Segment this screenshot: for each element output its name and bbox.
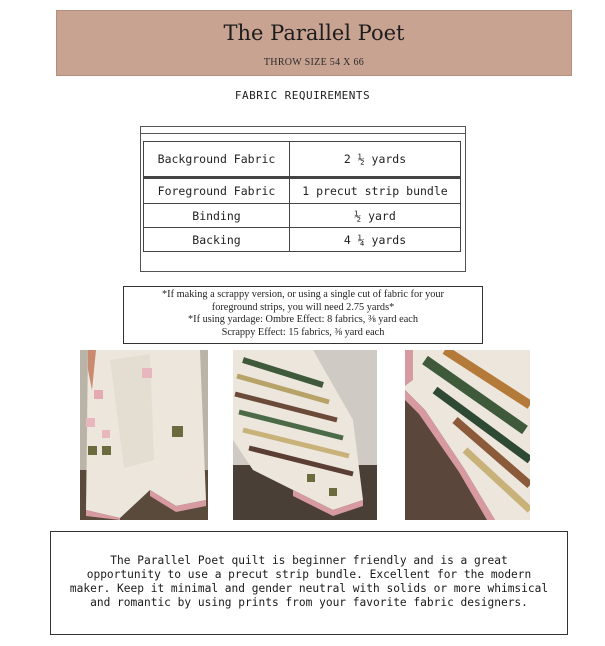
fabric-table-frame	[140, 126, 466, 272]
note-line: Scrappy Effect: 15 fabrics, ⅜ yard each	[221, 326, 385, 338]
note-line: foreground strips, you will need 2.75 yards*	[211, 301, 395, 313]
fabric-item-cell: Backing	[144, 228, 290, 252]
quilt-photo-2	[233, 350, 377, 520]
scrappy-note-box	[123, 286, 483, 344]
fabric-amount-cell: 4 ¼ yards	[290, 228, 461, 252]
fabric-item-cell: Foreground Fabric	[144, 178, 290, 204]
description-box	[50, 531, 568, 635]
table-row	[144, 228, 461, 252]
fabric-amount-cell: ½ yard	[290, 204, 461, 228]
page-title: The Parallel Poet	[223, 21, 405, 45]
fabric-amount-cell: 2 ½ yards	[290, 142, 461, 178]
description-text: The Parallel Poet quilt is beginner friendly and is a great opportunity to use a precut strip bundle. Excellent for the modern maker. Keep it minimal and gender neutral with solids or more whimsical and romantic by using prints from your favorite fabric designers.	[69, 554, 549, 609]
note-line: *If making a scrappy version, or using a single cut of fabric for your	[162, 289, 444, 300]
note-line: *If using yardage: Ombre Effect: 8 fabrics, ⅜ yard each	[188, 314, 418, 325]
fabric-item-cell: Background Fabric	[144, 142, 290, 178]
quilt-photo-2-image	[233, 350, 377, 520]
table-top-rule	[141, 133, 465, 134]
quilt-photo-1	[80, 350, 208, 520]
fabric-requirements-table	[143, 141, 461, 252]
quilt-photo-3-image	[405, 350, 530, 520]
table-row	[144, 178, 461, 204]
fabric-item-cell: Binding	[144, 204, 290, 228]
table-row	[144, 142, 461, 178]
fabric-requirements-heading: FABRIC REQUIREMENTS	[234, 89, 371, 102]
quilt-photo-3	[405, 350, 530, 520]
table-row	[144, 204, 461, 228]
header-banner	[56, 10, 572, 76]
size-subtitle: THROW SIZE 54 X 66	[263, 57, 365, 68]
fabric-amount-cell: 1 precut strip bundle	[290, 178, 461, 204]
quilt-photo-1-image	[80, 350, 208, 520]
